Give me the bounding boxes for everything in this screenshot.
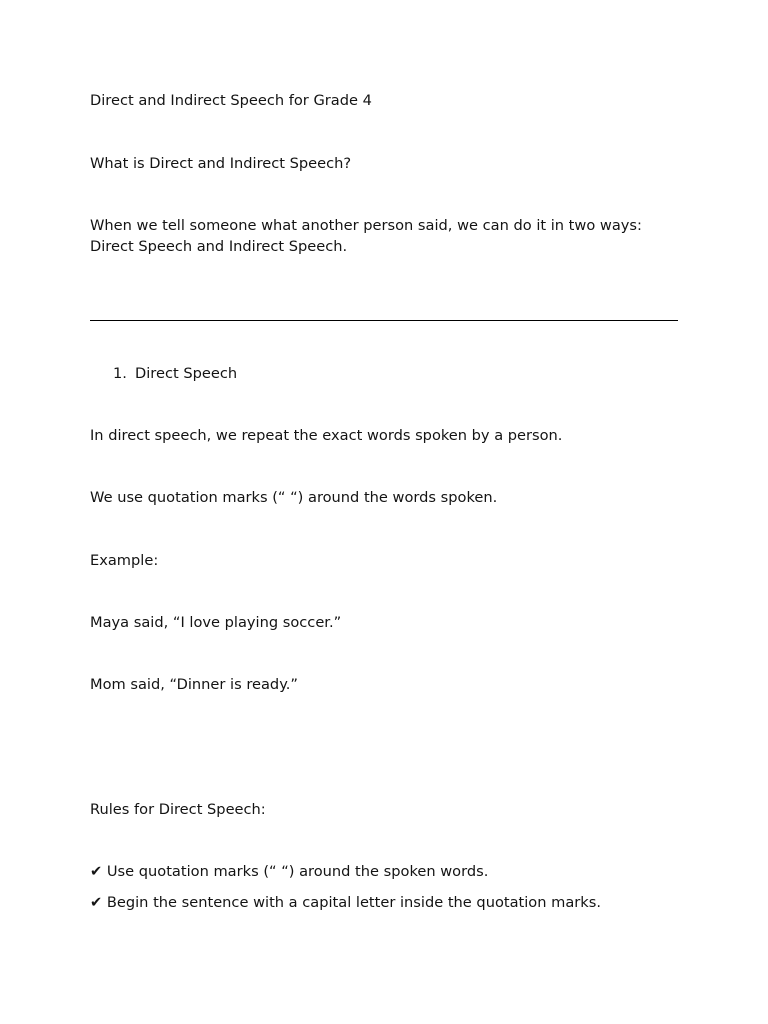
intro-paragraph-line-1: When we tell someone what another person said, we can do it in two ways: bbox=[90, 217, 642, 234]
example-item: Mom said, “Dinner is ready.” bbox=[90, 676, 298, 693]
example-label: Example: bbox=[90, 552, 159, 569]
section-question: What is Direct and Indirect Speech? bbox=[90, 155, 352, 172]
section-heading-direct-speech: Direct Speech bbox=[135, 365, 238, 382]
document-title: Direct and Indirect Speech for Grade 4 bbox=[90, 92, 372, 109]
rule-item: ✔ Begin the sentence with a capital letter inside the quotation marks. bbox=[90, 894, 601, 911]
quotation-marks-note: We use quotation marks (“ “) around the words spoken. bbox=[90, 489, 498, 506]
list-number: 1. bbox=[113, 365, 127, 382]
rules-heading: Rules for Direct Speech: bbox=[90, 801, 266, 818]
rule-item: ✔ Use quotation marks (“ “) around the spoken words. bbox=[90, 863, 489, 880]
direct-speech-description: In direct speech, we repeat the exact words spoken by a person. bbox=[90, 427, 563, 444]
example-item: Maya said, “I love playing soccer.” bbox=[90, 614, 342, 631]
intro-paragraph-line-2: Direct Speech and Indirect Speech. bbox=[90, 238, 348, 255]
horizontal-divider bbox=[90, 320, 678, 321]
